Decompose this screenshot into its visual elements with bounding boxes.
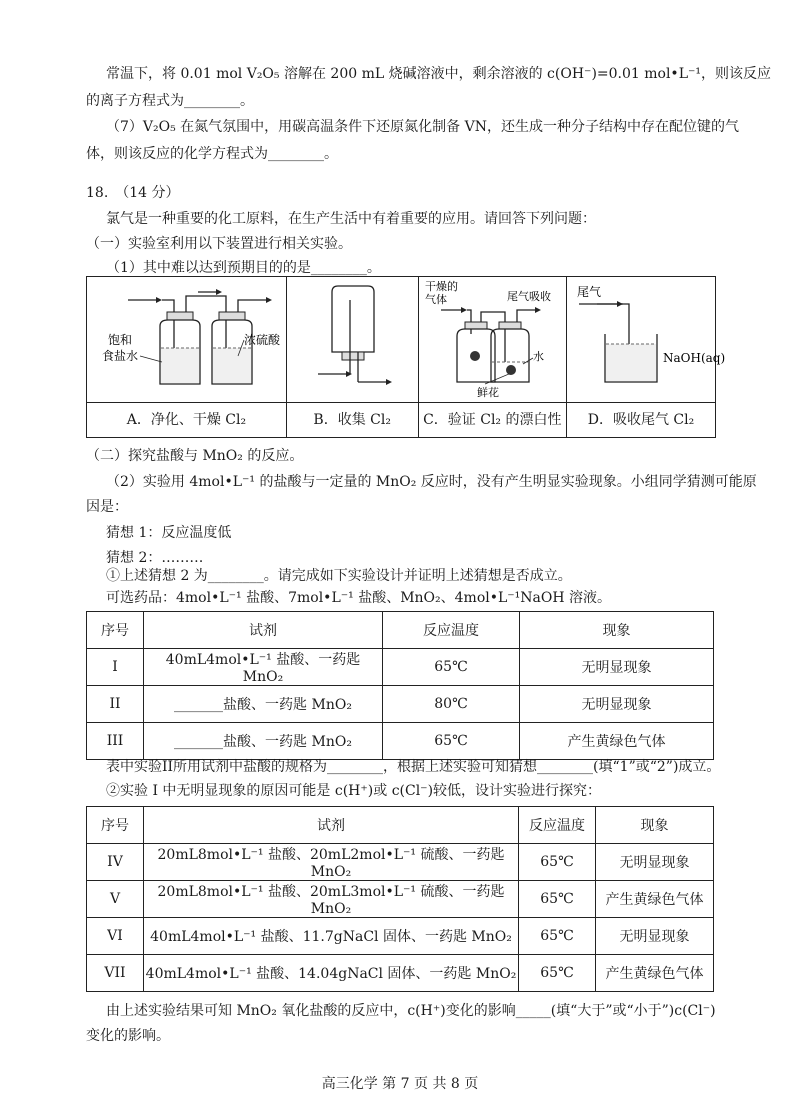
cell-id: V <box>87 881 144 918</box>
col-header-phenomenon: 现象 <box>596 807 714 844</box>
cell-reagent: _______盐酸、一药匙 MnO₂ <box>144 723 383 760</box>
naoh-beaker-diagram <box>567 278 726 398</box>
q18-sub2-line2: 因是： <box>86 499 128 515</box>
table-row <box>87 686 714 723</box>
table-row <box>87 844 714 881</box>
col-header-reagent: 试剂 <box>144 612 383 649</box>
cell-temp: 65℃ <box>519 955 596 992</box>
cell-reagent: 40mL4mol•L⁻¹ 盐酸、一药匙 MnO₂ <box>144 649 383 686</box>
table-header-row <box>87 807 714 844</box>
gas-washing-bottles-diagram <box>88 278 284 398</box>
inverted-bottle-diagram <box>288 278 416 398</box>
apparatus-a-figure <box>87 277 287 403</box>
conclusion-line1: 由上述实验结果可知 MnO₂ 氧化盐酸的反应中，c(H⁺)变化的影响_____(填“大于”或“小于”)c(Cl⁻) <box>106 1003 716 1019</box>
cell-id: VI <box>87 918 144 955</box>
cell-phenomenon: 产生黄绿色气体 <box>596 955 714 992</box>
after-table1-question: 表中实验II所用试剂中盐酸的规格为________，根据上述实验可知猜想________(填“1”或“2”)成立。 <box>106 759 721 775</box>
col-header-temp: 反应温度 <box>519 807 596 844</box>
table-row <box>87 918 714 955</box>
tail-gas-label: 尾气 <box>577 285 602 299</box>
q18-part2-title: （二）探究盐酸与 MnO₂ 的反应。 <box>86 448 304 464</box>
experiment-table-2 <box>86 806 714 992</box>
fresh-flower-label: 鲜花 <box>477 386 500 399</box>
apparatus-d-caption: D．吸收尾气 Cl₂ <box>567 403 716 438</box>
apparatus-b-figure <box>286 277 418 403</box>
svg-text:食盐水: 食盐水 <box>102 349 139 363</box>
cell-reagent: 20mL8mol•L⁻¹ 盐酸、20mL3mol•L⁻¹ 硫酸、一药匙 MnO₂ <box>144 881 519 918</box>
experiment-table-1 <box>86 611 714 760</box>
question-a: ①上述猜想 2 为________。请完成如下实验设计并证明上述猜想是否成立。 <box>106 568 572 584</box>
q17-part7-line2: 体，则该反应的化学方程式为________。 <box>86 146 338 162</box>
conclusion-line2: 变化的影响。 <box>86 1028 170 1044</box>
cell-phenomenon: 无明显现象 <box>596 918 714 955</box>
cell-phenomenon: 无明显现象 <box>520 686 714 723</box>
apparatus-a-caption: A．净化、干燥 Cl₂ <box>87 403 287 438</box>
cell-temp: 65℃ <box>383 649 520 686</box>
cell-phenomenon: 无明显现象 <box>520 649 714 686</box>
table-row <box>87 649 714 686</box>
cell-id: III <box>87 723 144 760</box>
q17-text-line2: 的离子方程式为________。 <box>86 93 254 109</box>
apparatus-c-figure <box>418 277 566 403</box>
q17-text-line1: 常温下，将 0.01 mol V₂O₅ 溶解在 200 mL 烧碱溶液中，剩余溶液的 c(OH⁻)=0.01 mol•L⁻¹，则该反应 <box>106 66 771 82</box>
apparatus-d-figure <box>567 277 726 403</box>
cell-temp: 80℃ <box>383 686 520 723</box>
tail-gas-absorb-label: 尾气吸收 <box>507 290 552 303</box>
q18-sub2-line1: （2）实验用 4mol•L⁻¹ 的盐酸与一定量的 MnO₂ 反应时，没有产生明显实验现象。小组同学猜测可能原 <box>106 474 757 490</box>
cell-reagent: 40mL4mol•L⁻¹ 盐酸、11.7gNaCl 固体、一药匙 MnO₂ <box>144 918 519 955</box>
cell-phenomenon: 产生黄绿色气体 <box>596 881 714 918</box>
apparatus-c-caption: C．验证 Cl₂ 的漂白性 <box>418 403 566 438</box>
svg-text:气体: 气体 <box>425 293 448 306</box>
q18-part1-title: （一）实验室利用以下装置进行相关实验。 <box>86 236 352 252</box>
col-header-id: 序号 <box>87 612 144 649</box>
cell-phenomenon: 无明显现象 <box>596 844 714 881</box>
cell-id: IV <box>87 844 144 881</box>
q18-intro: 氯气是一种重要的化工原料，在生产生活中有着重要的应用。请回答下列问题： <box>106 211 596 227</box>
col-header-reagent: 试剂 <box>144 807 519 844</box>
cell-id: VII <box>87 955 144 992</box>
water-label: 水 <box>533 350 545 363</box>
conc-sulfuric-label: 浓硫酸 <box>244 333 281 347</box>
page-footer: 高三化学 第 7 页 共 8 页 <box>321 1076 479 1092</box>
guess-1: 猜想 1：反应温度低 <box>106 525 232 541</box>
cell-temp: 65℃ <box>519 918 596 955</box>
dry-gas-label: 干燥的 <box>425 280 459 293</box>
question-b: ②实验 I 中无明显现象的原因可能是 c(H⁺)或 c(Cl⁻)较低，设计实验进行探究： <box>106 783 602 799</box>
cell-reagent: 40mL4mol•L⁻¹ 盐酸、14.04gNaCl 固体、一药匙 MnO₂ <box>144 955 519 992</box>
col-header-id: 序号 <box>87 807 144 844</box>
cell-reagent: 20mL8mol•L⁻¹ 盐酸、20mL2mol•L⁻¹ 硫酸、一药匙 MnO₂ <box>144 844 519 881</box>
table-row <box>87 955 714 992</box>
col-header-phenomenon: 现象 <box>520 612 714 649</box>
cell-temp: 65℃ <box>519 881 596 918</box>
cell-phenomenon: 产生黄绿色气体 <box>520 723 714 760</box>
guess-2: 猜想 2：……… <box>106 550 204 566</box>
table-row <box>87 723 714 760</box>
q18-sub1: （1）其中难以达到预期目的的是________。 <box>106 260 381 276</box>
bleaching-test-diagram <box>419 278 565 398</box>
cell-temp: 65℃ <box>383 723 520 760</box>
cell-id: I <box>87 649 144 686</box>
saturated-brine-label: 饱和 <box>108 333 133 347</box>
apparatus-b-caption: B．收集 Cl₂ <box>286 403 418 438</box>
cell-id: II <box>87 686 144 723</box>
question-18-header: 18. （14 分） <box>86 185 180 201</box>
cell-reagent: _______盐酸、一药匙 MnO₂ <box>144 686 383 723</box>
q17-part7-line1: （7）V₂O₅ 在氮气氛围中，用碳高温条件下还原氮化制备 VN，还生成一种分子结构中存在配位键的气 <box>106 119 739 135</box>
apparatus-table <box>86 276 726 438</box>
available-reagents: 可选药品：4mol•L⁻¹ 盐酸、7mol•L⁻¹ 盐酸、MnO₂、4mol•L⁻¹NaOH 溶液。 <box>106 590 612 606</box>
table-header-row <box>87 612 714 649</box>
naoh-label: NaOH(aq) <box>663 351 726 365</box>
col-header-temp: 反应温度 <box>383 612 520 649</box>
table-row <box>87 881 714 918</box>
cell-temp: 65℃ <box>519 844 596 881</box>
